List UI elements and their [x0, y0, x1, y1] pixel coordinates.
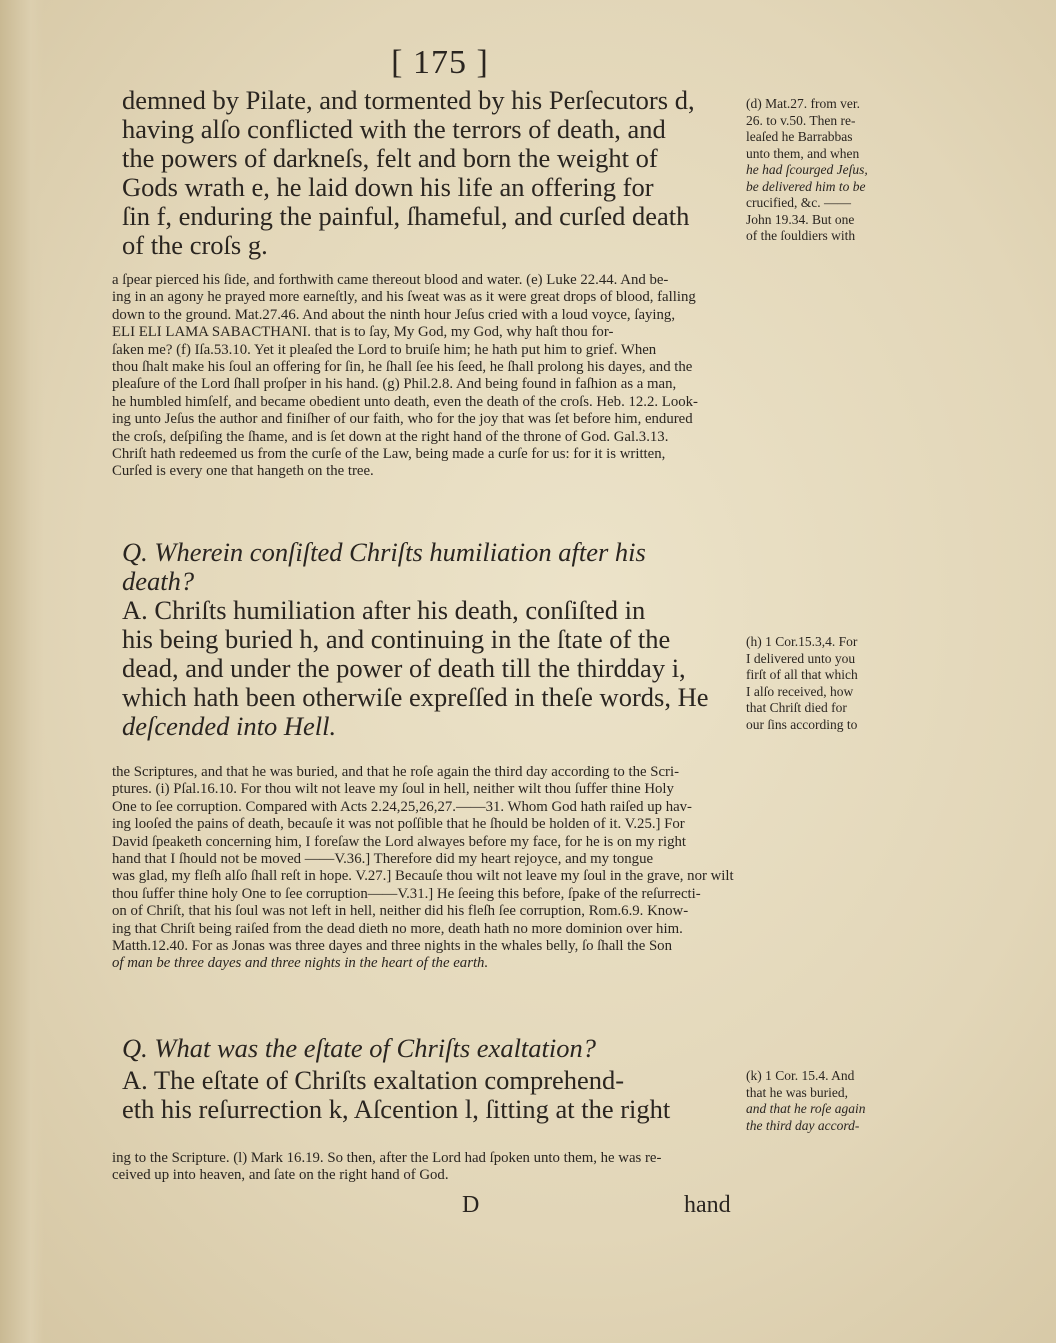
side-line: he had ſcourged Jeſus,: [746, 162, 868, 177]
note-line: pleaſure of the Lord ſhall proſper in his hand. (g) Phil.2.8. And being found in faſhion as a man,: [112, 376, 677, 393]
side-line: (k) 1 Cor. 15.4. And: [746, 1068, 855, 1083]
side-line: the third day accord-: [746, 1117, 860, 1133]
side-line: of the ſouldiers with: [746, 228, 856, 243]
side-line: John 19.34. But one: [746, 211, 855, 227]
text-line: having alſo conflicted with the terrors of death, and: [122, 114, 666, 144]
text-line: of the croſs g.: [122, 230, 268, 260]
side-note-h: [746, 634, 926, 733]
note-line: hand that I ſhould not be moved ——V.36.] Therefore did my heart rejoyce, and my tongue: [112, 850, 654, 867]
note-line: ing looſed the pains of death, becauſe it was not poſſible that he ſhould be holden of it. V.25.] For: [112, 816, 685, 833]
side-line: 26. to v.50. Then re-: [746, 112, 856, 128]
note-line: of man be three dayes and three nights in the heart of the earth.: [112, 955, 489, 972]
question-humiliation: [122, 538, 742, 596]
text-line: ſin f, enduring the painful, ſhameful, and curſed death: [122, 201, 690, 231]
answer-line: his being buried h, and continuing in the ſtate of the: [122, 624, 671, 654]
note-line: ing that Chriſt being raiſed from the dead dieth no more, death hath no more dominion over him.: [112, 920, 683, 937]
side-note-k: [746, 1068, 926, 1134]
text-line: demned by Pilate, and tormented by his Perſecutors d,: [122, 85, 695, 115]
footnotes-1: [112, 272, 927, 481]
note-line: ſaken me? (f) Iſa.53.10. Yet it pleaſed the Lord to bruiſe him; he hath put him to grief. When: [112, 341, 657, 358]
side-line: be delivered him to be: [746, 178, 866, 194]
question-line: Q. Wherein conſiſted Chriſts humiliation after his: [122, 537, 646, 567]
note-line: David ſpeaketh concerning him, I foreſaw the Lord alwayes before my face, for he is on my right: [112, 833, 686, 850]
note-line: ELI ELI LAMA SABACTHANI. that is to ſay, My God, my God, why haſt thou for-: [112, 324, 614, 341]
catchword: hand: [684, 1192, 731, 1218]
note-line: Chriſt hath redeemed us from the curſe of the Law, being made a curſe for us: for it is written,: [112, 445, 666, 462]
note-line: Curſed is every one that hangeth on the tree.: [112, 463, 374, 480]
note-line: Matth.12.40. For as Jonas was three dayes and three nights in the whales belly, ſo ſhall the Son: [112, 937, 672, 954]
note-line: was glad, my fleſh alſo ſhall reſt in hope. V.27.] Becauſe thou wilt not leave my ſoul in the grave, nor wilt: [112, 868, 734, 885]
answer-line: dead, and under the power of death till the thirdday i,: [122, 653, 686, 683]
text-line: the powers of darkneſs, felt and born the weight of: [122, 143, 658, 173]
note-line: the Scriptures, and that he was buried, and that he roſe again the third day according to the Scri-: [112, 764, 680, 780]
side-line: that Chriſt died for: [746, 700, 847, 715]
answer-line: eth his reſurrection k, Aſcention l, ſitting at the right: [122, 1094, 671, 1124]
footnotes-3: [112, 1150, 927, 1185]
side-line: firſt of all that which: [746, 667, 858, 682]
note-line: ing unto Jeſus the author and finiſher of our faith, who for the joy that was ſet before him, endured: [112, 411, 693, 428]
side-line: (h) 1 Cor.15.3,4. For: [746, 634, 858, 649]
side-line: that he was buried,: [746, 1084, 848, 1100]
page-number: [ 175 ]: [391, 44, 489, 81]
note-line: thou ſuffer thine holy One to ſee corruption——V.31.] He ſeeing this before, ſpake of the reſurrecti-: [112, 885, 701, 902]
note-line: thou ſhalt make his ſoul an offering for ſin, he ſhall ſee his ſeed, he ſhall prolong his dayes, and the: [112, 358, 693, 375]
note-line: One to ſee corruption. Compared with Acts 2.24,25,26,27.——31. Whom God hath raiſed up hav-: [112, 798, 692, 815]
question-exaltation: [122, 1034, 742, 1063]
side-line: and that he roſe again: [746, 1101, 866, 1116]
side-line: I alſo received, how: [746, 683, 854, 699]
note-line: on of Chriſt, that his ſoul was not left in hell, neither did his fleſh ſee corruption, Rom.6.9. Know-: [112, 903, 689, 920]
note-line: ing to the Scripture. (l) Mark 16.19. So then, after the Lord had ſpoken unto them, he was re-: [112, 1150, 662, 1166]
side-line: leaſed he Barrabbas: [746, 129, 853, 144]
note-line: the croſs, deſpiſing the ſhame, and is ſet down at the right hand of the throne of God. Gal.3.13.: [112, 428, 669, 445]
side-line: our ſins according to: [746, 716, 858, 732]
answer-line: A. Chriſts humiliation after his death, conſiſted in: [122, 595, 646, 625]
question-line: death?: [122, 566, 195, 596]
signature-mark: D: [462, 1192, 480, 1218]
note-line: he humbled himſelf, and became obedient unto death, even the death of the croſs. Heb. 12.2. Look-: [112, 393, 698, 410]
side-note-d: [746, 96, 926, 245]
note-line: ing in an agony he prayed more earneſtly, and his ſweat was as it were great drops of blood, falling: [112, 289, 696, 306]
answer-exaltation: [122, 1066, 742, 1124]
answer-humiliation: [122, 596, 742, 741]
answer-line: which hath been otherwiſe expreſſed in theſe words, He: [122, 682, 709, 712]
side-line: crucified, &c. ——: [746, 195, 851, 210]
text-line: Gods wrath e, he laid down his life an offering for: [122, 172, 654, 202]
page-gutter-shadow: [0, 0, 44, 1343]
answer-line: deſcended into Hell.: [122, 711, 337, 741]
question-line: Q. What was the eſtate of Chriſts exaltation?: [122, 1033, 597, 1063]
side-line: (d) Mat.27. from ver.: [746, 96, 860, 111]
footnotes-2: [112, 764, 927, 973]
side-line: I delivered unto you: [746, 650, 856, 666]
note-line: a ſpear pierced his ſide, and forthwith came thereout blood and water. (e) Luke 22.44. And be-: [112, 272, 669, 288]
note-line: ptures. (i) Pſal.16.10. For thou wilt not leave my ſoul in hell, neither wilt thou ſuffer thine Holy: [112, 781, 674, 798]
note-line: down to the ground. Mat.27.46. And about the ninth hour Jeſus cried with a loud voyce, ſaying,: [112, 306, 676, 323]
answer-line: A. The eſtate of Chriſts exaltation comprehend-: [122, 1065, 625, 1095]
main-text-1: [122, 86, 742, 260]
note-line: ceived up into heaven, and ſate on the right hand of God.: [112, 1167, 449, 1184]
side-line: unto them, and when: [746, 145, 860, 161]
